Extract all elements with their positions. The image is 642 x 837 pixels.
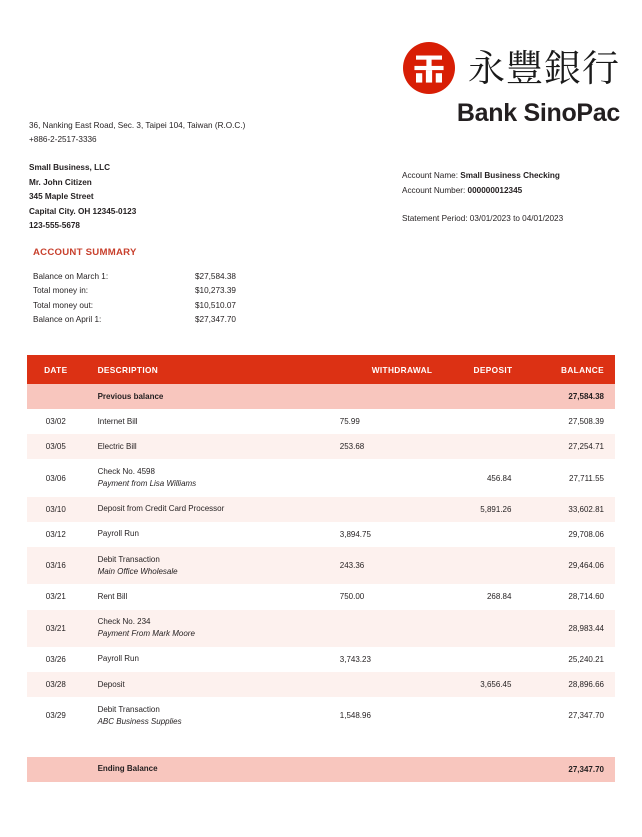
ending-balance-row [27, 757, 615, 782]
transaction-date: 03/05 [45, 442, 66, 452]
table-row [27, 459, 615, 496]
transaction-memo: Payment from Lisa Williams [97, 479, 197, 489]
table-row [27, 672, 615, 697]
statement-period: Statement Period: 03/01/2023 to 04/01/2023 [402, 214, 564, 224]
transaction-date: 03/10 [45, 504, 66, 514]
transactions-header [27, 355, 615, 384]
transaction-balance: 27,508.39 [568, 417, 604, 427]
transaction-description: Check No. 234 [97, 617, 151, 627]
summary-label: Balance on April 1: [33, 315, 102, 325]
bank-phone: +886-2-2517-3336 [29, 135, 97, 145]
transaction-memo: Main Office Wholesale [97, 566, 178, 576]
transaction-description-cell [85, 497, 324, 522]
transaction-balance: 28,983.44 [568, 623, 604, 633]
account-summary-body [33, 272, 236, 330]
transaction-deposit [432, 610, 512, 647]
transaction-balance: 29,464.06 [568, 561, 604, 571]
column-header-deposit: DEPOSIT [432, 355, 512, 384]
bank-address-line: 36, Nanking East Road, Sec. 3, Taipei 104, Taiwan (R.O.C.) [29, 121, 246, 130]
transaction-description: Debit Transaction [97, 704, 160, 714]
transaction-deposit: 268.84 [486, 592, 512, 602]
transaction-description-cell [85, 610, 324, 647]
transaction-date: 03/21 [45, 592, 66, 602]
transaction-withdrawal: 1,548.96 [339, 711, 371, 721]
transaction-deposit [432, 647, 512, 672]
ending-balance-label: Ending Balance [97, 764, 158, 773]
transaction-date: 03/12 [45, 530, 66, 540]
transaction-memo: ABC Business Supplies [97, 716, 182, 726]
transaction-description: Debit Transaction [97, 554, 160, 564]
transaction-description-cell [85, 547, 324, 584]
account-name-row [402, 169, 563, 184]
summary-row [33, 286, 236, 300]
transaction-date: 03/28 [45, 680, 66, 690]
customer-company: Small Business, LLC [29, 163, 110, 172]
summary-row [33, 272, 236, 286]
transaction-description: Deposit from Credit Card Processor [97, 504, 225, 514]
spacer-cell [324, 735, 433, 757]
transaction-balance: 28,714.60 [568, 592, 604, 602]
transaction-withdrawal: 750.00 [339, 592, 365, 602]
customer-address-block [29, 161, 136, 234]
transaction-description-cell [85, 672, 324, 697]
summary-value: $10,273.39 [195, 286, 236, 296]
logo-english-name: Bank SinoPac [456, 99, 620, 127]
account-info-block [402, 169, 563, 227]
transaction-deposit: 456.84 [486, 473, 512, 483]
transaction-date: 03/02 [45, 417, 66, 427]
transaction-withdrawal [324, 672, 433, 697]
account-summary-table [33, 272, 236, 330]
transaction-deposit: 5,891.26 [480, 504, 512, 514]
previous-balance-date [27, 384, 85, 409]
transaction-date: 03/26 [45, 654, 66, 664]
bank-logo [403, 42, 620, 128]
transaction-deposit [432, 522, 512, 547]
transactions-header-row [27, 355, 615, 384]
transaction-date: 03/16 [45, 561, 66, 571]
transaction-description: Payroll Run [97, 654, 139, 664]
summary-row [33, 301, 236, 315]
transaction-description-cell [85, 434, 324, 459]
account-name-value: Small Business Checking [460, 171, 560, 180]
summary-value: $27,347.70 [195, 315, 236, 325]
bank-address [29, 119, 245, 147]
transaction-withdrawal [324, 610, 433, 647]
previous-balance-row [27, 384, 615, 409]
spacer-cell [512, 735, 615, 757]
column-header-withdrawal: WITHDRAWAL [324, 355, 433, 384]
transaction-balance: 27,254.71 [568, 442, 604, 452]
transaction-deposit [432, 547, 512, 584]
spacer-cell [27, 735, 85, 757]
transaction-balance: 27,347.70 [568, 711, 604, 721]
transaction-deposit [432, 409, 512, 434]
column-header-date: DATE [27, 355, 85, 384]
summary-label: Total money in: [33, 286, 89, 296]
spacer-cell [85, 735, 324, 757]
column-header-balance: BALANCE [512, 355, 615, 384]
transaction-description: Deposit [97, 679, 125, 689]
transaction-memo: Payment From Mark Moore [97, 629, 195, 639]
transaction-description-cell [85, 522, 324, 547]
customer-phone: 123-555-5678 [29, 221, 80, 231]
transactions-body [27, 384, 615, 782]
customer-street: 345 Maple Street [29, 192, 94, 202]
transaction-date: 03/06 [45, 473, 66, 483]
summary-label: Total money out: [33, 300, 94, 310]
transaction-balance: 25,240.21 [568, 654, 604, 664]
table-row [27, 610, 615, 647]
transaction-withdrawal: 253.68 [339, 442, 365, 452]
summary-value: $27,584.38 [195, 272, 236, 281]
ending-balance-deposit [432, 757, 512, 782]
table-row [27, 584, 615, 609]
table-row [27, 434, 615, 459]
ending-balance-date [27, 757, 85, 782]
transaction-withdrawal [324, 497, 433, 522]
spacer-cell [432, 735, 512, 757]
transaction-withdrawal: 3,743.23 [339, 654, 371, 664]
transaction-description: Rent Bill [97, 591, 128, 601]
column-header-description: DESCRIPTION [85, 355, 324, 384]
previous-balance-withdrawal [324, 384, 433, 409]
transaction-withdrawal: 75.99 [339, 417, 360, 427]
account-name-label: Account Name: [402, 171, 458, 180]
transaction-balance: 33,602.81 [568, 504, 604, 514]
customer-name: Mr. John Citizen [29, 177, 92, 187]
transaction-deposit [432, 697, 512, 734]
account-number-value: 000000012345 [467, 185, 523, 195]
sinopac-emblem-icon [403, 42, 455, 94]
summary-value: $10,510.07 [195, 300, 236, 310]
logo-chinese-name: 永豐銀行 [468, 46, 620, 90]
transaction-description-cell [85, 409, 324, 434]
table-row [27, 522, 615, 547]
transaction-description-cell [85, 584, 324, 609]
transaction-withdrawal [324, 459, 433, 496]
table-row [27, 497, 615, 522]
transaction-description-cell [85, 647, 324, 672]
previous-balance-amount: 27,584.38 [568, 392, 604, 402]
table-row [27, 647, 615, 672]
transaction-date: 03/21 [45, 623, 66, 633]
previous-balance-label: Previous balance [97, 391, 164, 401]
customer-city-state-zip: Capital City. OH 12345-0123 [29, 206, 137, 216]
transaction-description-cell [85, 697, 324, 734]
ending-balance-withdrawal [324, 757, 433, 782]
summary-label: Balance on March 1: [33, 272, 109, 281]
transaction-description: Electric Bill [97, 441, 137, 451]
table-row [27, 409, 615, 434]
previous-balance-deposit [432, 384, 512, 409]
account-number-row [402, 184, 563, 199]
transaction-deposit: 3,656.45 [480, 680, 512, 690]
transaction-balance: 28,896.66 [568, 680, 604, 690]
transaction-description: Payroll Run [97, 529, 139, 539]
table-spacer-row [27, 735, 615, 757]
transaction-withdrawal: 3,894.75 [339, 530, 371, 540]
account-summary-heading: ACCOUNT SUMMARY [33, 247, 137, 258]
transaction-description-cell [85, 459, 324, 496]
transaction-deposit [432, 434, 512, 459]
transaction-withdrawal: 243.36 [339, 561, 365, 571]
transactions-table [27, 355, 615, 782]
transaction-description: Check No. 4598 [97, 466, 155, 476]
ending-balance-amount: 27,347.70 [568, 764, 604, 774]
transaction-balance: 27,711.55 [569, 473, 604, 483]
table-row [27, 547, 615, 584]
summary-row [33, 315, 236, 329]
transaction-description: Internet Bill [97, 416, 138, 426]
account-number-label: Account Number: [402, 185, 466, 195]
transaction-balance: 29,708.06 [568, 530, 604, 540]
logo-top-row [403, 42, 620, 94]
transaction-date: 03/29 [45, 711, 66, 721]
table-row [27, 697, 615, 734]
